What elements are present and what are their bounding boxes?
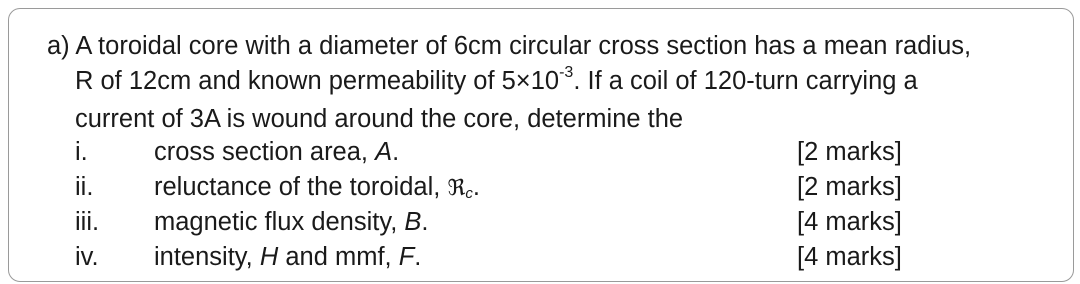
item-tail: . bbox=[414, 243, 422, 271]
item-tail: . bbox=[421, 208, 429, 236]
item-number: ii. bbox=[75, 173, 94, 201]
symbol-flux-density: B bbox=[404, 208, 422, 236]
symbol-reluctance: ℜ bbox=[447, 176, 466, 201]
item-text bbox=[154, 240, 421, 275]
item-number: iv. bbox=[75, 243, 99, 271]
intro-text-1: A toroidal core with a diameter of 6cm circular cross section has a mean radius, bbox=[75, 32, 972, 60]
marks-label: [2 marks] bbox=[797, 173, 902, 201]
marks-label: [4 marks] bbox=[797, 208, 902, 236]
sub-question-ii bbox=[75, 170, 925, 205]
item-number: iii. bbox=[75, 208, 100, 236]
item-text bbox=[154, 170, 480, 208]
item-tail: . bbox=[392, 138, 400, 166]
marks-label: [4 marks] bbox=[797, 243, 902, 271]
item-text-part: cross section area, bbox=[154, 138, 376, 166]
item-text bbox=[154, 205, 429, 240]
marks-label: [2 marks] bbox=[797, 138, 902, 166]
sub-question-i bbox=[75, 135, 925, 170]
item-text-part: reluctance of the toroidal, bbox=[154, 173, 448, 201]
permeability-exponent: -3 bbox=[559, 63, 574, 81]
sub-question-list bbox=[75, 135, 925, 275]
question-label: a) bbox=[47, 32, 70, 60]
intro-text-3: current of 3A is wound around the core, determine the bbox=[75, 105, 684, 133]
intro-line-2 bbox=[47, 64, 1047, 103]
symbol-area: A bbox=[375, 138, 393, 166]
question-intro bbox=[47, 29, 1047, 137]
item-number: i. bbox=[75, 138, 88, 166]
item-tail: . bbox=[472, 173, 480, 201]
sub-question-iv bbox=[75, 240, 925, 275]
intro-text-2b: . If a coil of 120-turn carrying a bbox=[573, 66, 918, 95]
intro-line-1 bbox=[47, 29, 1047, 64]
intro-text-2a: R of 12cm and known permeability of 5×10 bbox=[75, 66, 560, 95]
symbol-intensity: H bbox=[259, 243, 279, 271]
item-text-middle: and mmf, bbox=[278, 243, 399, 271]
item-text bbox=[154, 135, 399, 170]
item-text-part: intensity, bbox=[154, 243, 260, 271]
intro-line-3 bbox=[47, 102, 1047, 137]
reluctance-subscript: c bbox=[465, 185, 473, 202]
symbol-mmf: F bbox=[398, 243, 415, 271]
sub-question-iii bbox=[75, 205, 925, 240]
item-text-part: magnetic flux density, bbox=[154, 208, 405, 236]
